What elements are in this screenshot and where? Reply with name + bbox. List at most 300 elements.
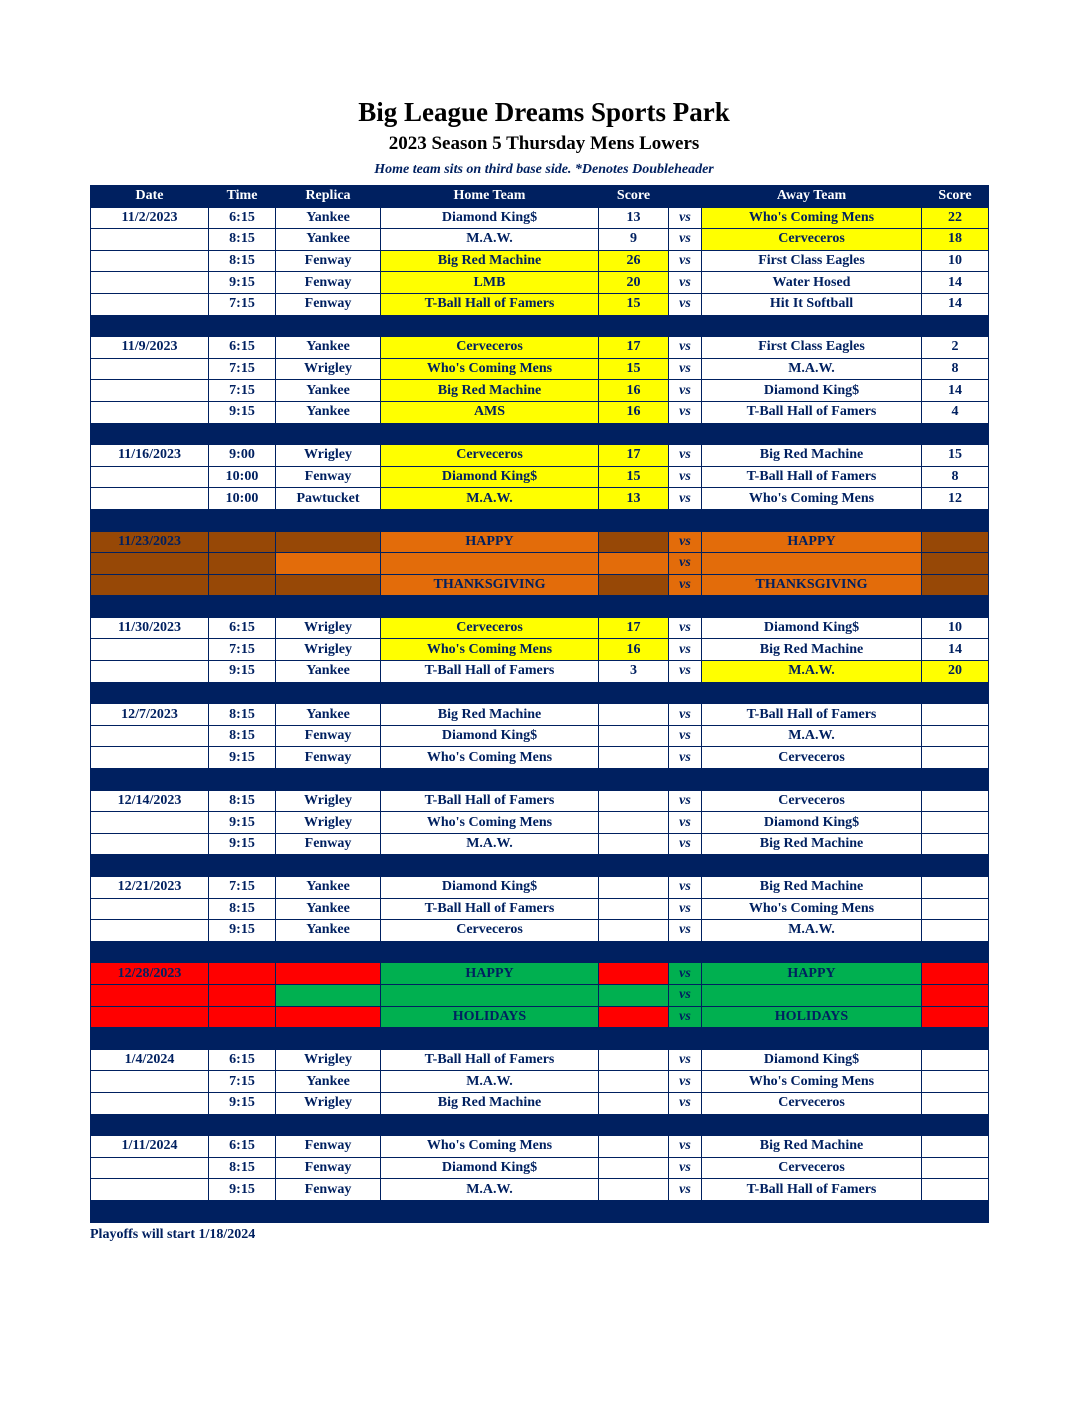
cell-date: 11/2/2023: [91, 207, 209, 229]
cell-time: 9:15: [209, 1092, 276, 1114]
cell-away-team: Big Red Machine: [702, 445, 922, 467]
schedule-table: [90, 185, 989, 1223]
cell-time: 9:15: [209, 920, 276, 942]
cell-time: 6:15: [209, 337, 276, 359]
cell-vs: vs: [669, 337, 702, 359]
cell-home-team: Who's Coming Mens: [381, 812, 599, 834]
cell-away-team: Who's Coming Mens: [702, 488, 922, 510]
cell-home-score: 26: [599, 250, 669, 272]
cell-home-score: 16: [599, 639, 669, 661]
separator-cell: [91, 315, 989, 337]
cell-vs: vs: [669, 984, 702, 1006]
cell-replica: Yankee: [276, 1071, 381, 1093]
cell-away-team: Cerveceros: [702, 229, 922, 251]
cell-vs: vs: [669, 250, 702, 272]
cell-away-score: 8: [922, 358, 989, 380]
cell-replica: Fenway: [276, 747, 381, 769]
cell-vs: vs: [669, 725, 702, 747]
page-subtitle: 2023 Season 5 Thursday Mens Lowers: [388, 133, 700, 154]
cell-home-team: Big Red Machine: [381, 1092, 599, 1114]
cell-home-team: M.A.W.: [381, 1071, 599, 1093]
cell-home-score: 17: [599, 337, 669, 359]
cell-away-team: Water Hosed: [702, 272, 922, 294]
cell-away-score: [922, 1049, 989, 1071]
column-header: Replica: [276, 186, 381, 208]
table-body: [91, 207, 989, 1222]
cell-vs: vs: [669, 898, 702, 920]
column-header: Time: [209, 186, 276, 208]
cell-home-score: [599, 1092, 669, 1114]
cell-vs: vs: [669, 207, 702, 229]
cell-time: 9:15: [209, 401, 276, 423]
cell-replica: [276, 553, 381, 575]
cell-date: 11/23/2023: [91, 531, 209, 553]
cell-vs: vs: [669, 445, 702, 467]
page-title: Big League Dreams Sports Park: [358, 97, 730, 127]
cell-vs: vs: [669, 466, 702, 488]
cell-away-score: [922, 1092, 989, 1114]
game-row: [91, 639, 989, 661]
cell-home-team: Big Red Machine: [381, 250, 599, 272]
cell-vs: vs: [669, 488, 702, 510]
cell-replica: Wrigley: [276, 445, 381, 467]
separator-row: [91, 769, 989, 791]
cell-replica: Fenway: [276, 833, 381, 855]
separator-cell: [91, 855, 989, 877]
game-row: [91, 380, 989, 402]
cell-vs: vs: [669, 1136, 702, 1158]
cell-away-score: 22: [922, 207, 989, 229]
cell-date: [91, 833, 209, 855]
cell-time: 8:15: [209, 725, 276, 747]
cell-vs: vs: [669, 877, 702, 899]
cell-date: [91, 1092, 209, 1114]
cell-replica: Wrigley: [276, 639, 381, 661]
cell-replica: Yankee: [276, 207, 381, 229]
cell-away-score: 4: [922, 401, 989, 423]
cell-home-team: [381, 553, 599, 575]
cell-away-score: 10: [922, 617, 989, 639]
cell-replica: Yankee: [276, 898, 381, 920]
cell-home-score: [599, 725, 669, 747]
cell-home-team: T-Ball Hall of Famers: [381, 293, 599, 315]
cell-away-score: [922, 747, 989, 769]
table-header: [91, 186, 989, 208]
cell-home-score: [599, 747, 669, 769]
cell-time: 7:15: [209, 639, 276, 661]
game-row: [91, 898, 989, 920]
holiday-row-holidays: [91, 1006, 989, 1028]
cell-home-score: 20: [599, 272, 669, 294]
separator-cell: [91, 941, 989, 963]
game-row: [91, 1136, 989, 1158]
cell-away-score: 12: [922, 488, 989, 510]
cell-time: [209, 553, 276, 575]
cell-time: 6:15: [209, 1049, 276, 1071]
game-row: [91, 207, 989, 229]
cell-vs: vs: [669, 747, 702, 769]
cell-home-score: 3: [599, 661, 669, 683]
cell-away-team: Diamond King$: [702, 1049, 922, 1071]
cell-vs: vs: [669, 833, 702, 855]
cell-time: [209, 574, 276, 596]
cell-away-score: [922, 553, 989, 575]
cell-away-score: [922, 963, 989, 985]
separator-cell: [91, 423, 989, 445]
cell-time: 6:15: [209, 1136, 276, 1158]
cell-replica: Wrigley: [276, 358, 381, 380]
game-row: [91, 250, 989, 272]
cell-away-score: [922, 877, 989, 899]
cell-replica: [276, 963, 381, 985]
game-row: [91, 229, 989, 251]
cell-replica: Fenway: [276, 725, 381, 747]
cell-time: 8:15: [209, 229, 276, 251]
cell-vs: vs: [669, 812, 702, 834]
cell-home-score: [599, 1157, 669, 1179]
separator-cell: [91, 1028, 989, 1050]
cell-time: 7:15: [209, 358, 276, 380]
separator-cell: [91, 682, 989, 704]
holiday-row-thanksgiving: [91, 574, 989, 596]
cell-date: [91, 1179, 209, 1201]
cell-away-team: [702, 984, 922, 1006]
cell-date: [91, 1071, 209, 1093]
cell-away-score: 15: [922, 445, 989, 467]
cell-away-score: [922, 984, 989, 1006]
cell-home-team: T-Ball Hall of Famers: [381, 1049, 599, 1071]
cell-date: 1/11/2024: [91, 1136, 209, 1158]
cell-date: 12/21/2023: [91, 877, 209, 899]
cell-away-score: [922, 704, 989, 726]
cell-vs: vs: [669, 574, 702, 596]
cell-date: [91, 250, 209, 272]
cell-date: 12/7/2023: [91, 704, 209, 726]
cell-date: [91, 725, 209, 747]
cell-away-team: Cerveceros: [702, 747, 922, 769]
cell-home-team: THANKSGIVING: [381, 574, 599, 596]
cell-replica: Yankee: [276, 337, 381, 359]
cell-home-score: [599, 898, 669, 920]
cell-away-team: Cerveceros: [702, 790, 922, 812]
separator-row: [91, 315, 989, 337]
cell-home-score: 15: [599, 358, 669, 380]
cell-vs: vs: [669, 661, 702, 683]
cell-away-score: [922, 725, 989, 747]
cell-date: [91, 272, 209, 294]
cell-away-team: M.A.W.: [702, 725, 922, 747]
cell-away-score: 10: [922, 250, 989, 272]
cell-home-team: Diamond King$: [381, 1157, 599, 1179]
game-row: [91, 617, 989, 639]
cell-replica: Wrigley: [276, 1049, 381, 1071]
cell-date: [91, 358, 209, 380]
holiday-row-thanksgiving: [91, 553, 989, 575]
cell-date: 1/4/2024: [91, 1049, 209, 1071]
game-row: [91, 272, 989, 294]
cell-away-team: Big Red Machine: [702, 877, 922, 899]
cell-away-team: M.A.W.: [702, 358, 922, 380]
cell-time: 10:00: [209, 488, 276, 510]
cell-away-team: T-Ball Hall of Famers: [702, 466, 922, 488]
game-row: [91, 337, 989, 359]
cell-date: [91, 661, 209, 683]
cell-away-score: [922, 898, 989, 920]
cell-away-score: [922, 574, 989, 596]
cell-away-score: 14: [922, 272, 989, 294]
cell-away-score: [922, 1071, 989, 1093]
cell-replica: Fenway: [276, 293, 381, 315]
cell-home-team: Cerveceros: [381, 920, 599, 942]
cell-home-team: Cerveceros: [381, 445, 599, 467]
separator-row: [91, 855, 989, 877]
separator-cell: [91, 1200, 989, 1222]
game-row: [91, 747, 989, 769]
separator-row: [91, 1028, 989, 1050]
cell-away-score: 2: [922, 337, 989, 359]
cell-away-team: HAPPY: [702, 963, 922, 985]
cell-away-score: 18: [922, 229, 989, 251]
cell-away-team: Diamond King$: [702, 380, 922, 402]
cell-replica: Wrigley: [276, 812, 381, 834]
cell-vs: vs: [669, 531, 702, 553]
game-row: [91, 293, 989, 315]
cell-date: 12/14/2023: [91, 790, 209, 812]
cell-away-team: Big Red Machine: [702, 1136, 922, 1158]
cell-home-score: 15: [599, 466, 669, 488]
cell-home-team: Who's Coming Mens: [381, 1136, 599, 1158]
cell-vs: vs: [669, 229, 702, 251]
cell-replica: Yankee: [276, 380, 381, 402]
cell-home-team: AMS: [381, 401, 599, 423]
cell-time: 8:15: [209, 704, 276, 726]
cell-time: 9:15: [209, 812, 276, 834]
cell-away-score: [922, 1179, 989, 1201]
cell-vs: vs: [669, 1092, 702, 1114]
cell-home-score: [599, 1136, 669, 1158]
cell-replica: [276, 1006, 381, 1028]
cell-date: 11/30/2023: [91, 617, 209, 639]
cell-vs: vs: [669, 1179, 702, 1201]
cell-away-team: Who's Coming Mens: [702, 1071, 922, 1093]
cell-home-team: [381, 984, 599, 1006]
game-row: [91, 445, 989, 467]
cell-away-team: HAPPY: [702, 531, 922, 553]
cell-replica: Fenway: [276, 272, 381, 294]
separator-row: [91, 941, 989, 963]
cell-home-score: [599, 812, 669, 834]
cell-home-score: [599, 1006, 669, 1028]
cell-home-team: HOLIDAYS: [381, 1006, 599, 1028]
cell-replica: Yankee: [276, 704, 381, 726]
cell-away-score: [922, 531, 989, 553]
game-row: [91, 1049, 989, 1071]
cell-away-score: 8: [922, 466, 989, 488]
page-note: Home team sits on third base side. *Denotes Doubleheader: [374, 162, 714, 177]
separator-row: [91, 682, 989, 704]
cell-date: 11/16/2023: [91, 445, 209, 467]
cell-date: [91, 574, 209, 596]
game-row: [91, 877, 989, 899]
cell-away-team: Cerveceros: [702, 1157, 922, 1179]
cell-date: 12/28/2023: [91, 963, 209, 985]
cell-away-team: THANKSGIVING: [702, 574, 922, 596]
cell-home-score: 15: [599, 293, 669, 315]
cell-date: [91, 984, 209, 1006]
game-row: [91, 1157, 989, 1179]
cell-away-team: Who's Coming Mens: [702, 898, 922, 920]
cell-time: 9:15: [209, 272, 276, 294]
cell-time: 10:00: [209, 466, 276, 488]
cell-home-score: [599, 790, 669, 812]
cell-date: [91, 920, 209, 942]
cell-time: [209, 1006, 276, 1028]
cell-home-score: 17: [599, 617, 669, 639]
cell-away-team: [702, 553, 922, 575]
cell-home-score: [599, 704, 669, 726]
cell-home-team: T-Ball Hall of Famers: [381, 898, 599, 920]
cell-vs: vs: [669, 1071, 702, 1093]
cell-time: 7:15: [209, 293, 276, 315]
cell-home-team: M.A.W.: [381, 1179, 599, 1201]
cell-time: 8:15: [209, 898, 276, 920]
cell-home-team: Cerveceros: [381, 617, 599, 639]
cell-vs: vs: [669, 704, 702, 726]
cell-date: [91, 293, 209, 315]
cell-away-score: [922, 790, 989, 812]
cell-away-team: Diamond King$: [702, 617, 922, 639]
cell-time: 7:15: [209, 877, 276, 899]
cell-vs: vs: [669, 1157, 702, 1179]
cell-away-score: 14: [922, 293, 989, 315]
cell-date: 11/9/2023: [91, 337, 209, 359]
cell-replica: [276, 984, 381, 1006]
cell-home-team: T-Ball Hall of Famers: [381, 661, 599, 683]
cell-home-score: [599, 963, 669, 985]
separator-cell: [91, 596, 989, 618]
cell-home-score: [599, 877, 669, 899]
game-row: [91, 466, 989, 488]
cell-date: [91, 229, 209, 251]
cell-home-score: 16: [599, 380, 669, 402]
game-row: [91, 358, 989, 380]
header-row: [91, 186, 989, 208]
cell-time: 9:15: [209, 747, 276, 769]
game-row: [91, 488, 989, 510]
cell-time: 8:15: [209, 250, 276, 272]
game-row: [91, 1071, 989, 1093]
separator-cell: [91, 769, 989, 791]
holiday-row-holidays: [91, 963, 989, 985]
cell-away-team: M.A.W.: [702, 661, 922, 683]
cell-time: 8:15: [209, 1157, 276, 1179]
cell-replica: Pawtucket: [276, 488, 381, 510]
cell-replica: Yankee: [276, 661, 381, 683]
cell-vs: vs: [669, 639, 702, 661]
cell-away-team: T-Ball Hall of Famers: [702, 704, 922, 726]
cell-away-team: Big Red Machine: [702, 639, 922, 661]
cell-date: [91, 466, 209, 488]
cell-home-score: [599, 1071, 669, 1093]
cell-home-score: 16: [599, 401, 669, 423]
cell-home-team: Diamond King$: [381, 466, 599, 488]
cell-replica: Wrigley: [276, 1092, 381, 1114]
cell-away-team: Hit It Softball: [702, 293, 922, 315]
cell-time: 6:15: [209, 617, 276, 639]
cell-time: 7:15: [209, 380, 276, 402]
cell-away-score: [922, 812, 989, 834]
cell-home-score: 13: [599, 488, 669, 510]
cell-vs: vs: [669, 380, 702, 402]
separator-row: [91, 1200, 989, 1222]
column-header: Home Team: [381, 186, 599, 208]
cell-time: 9:15: [209, 1179, 276, 1201]
cell-home-score: [599, 984, 669, 1006]
cell-time: 9:15: [209, 833, 276, 855]
cell-away-team: Cerveceros: [702, 1092, 922, 1114]
cell-time: 8:15: [209, 790, 276, 812]
cell-time: [209, 531, 276, 553]
separator-cell: [91, 509, 989, 531]
cell-away-score: 20: [922, 661, 989, 683]
cell-home-team: Diamond King$: [381, 207, 599, 229]
cell-replica: Yankee: [276, 229, 381, 251]
cell-home-team: HAPPY: [381, 531, 599, 553]
cell-away-score: 14: [922, 639, 989, 661]
cell-time: 7:15: [209, 1071, 276, 1093]
separator-cell: [91, 1114, 989, 1136]
column-header: Score: [922, 186, 989, 208]
cell-home-team: M.A.W.: [381, 833, 599, 855]
cell-time: 9:00: [209, 445, 276, 467]
cell-away-score: [922, 1136, 989, 1158]
cell-replica: Wrigley: [276, 617, 381, 639]
cell-vs: vs: [669, 920, 702, 942]
column-header: [669, 186, 702, 208]
game-row: [91, 401, 989, 423]
cell-away-team: T-Ball Hall of Famers: [702, 1179, 922, 1201]
cell-replica: Yankee: [276, 877, 381, 899]
game-row: [91, 1092, 989, 1114]
holiday-row-holidays: [91, 984, 989, 1006]
cell-replica: Wrigley: [276, 790, 381, 812]
cell-time: 6:15: [209, 207, 276, 229]
cell-vs: vs: [669, 1049, 702, 1071]
cell-away-team: Diamond King$: [702, 812, 922, 834]
game-row: [91, 661, 989, 683]
cell-date: [91, 1157, 209, 1179]
cell-vs: vs: [669, 1006, 702, 1028]
cell-home-team: Cerveceros: [381, 337, 599, 359]
cell-away-team: Big Red Machine: [702, 833, 922, 855]
cell-away-team: M.A.W.: [702, 920, 922, 942]
cell-date: [91, 898, 209, 920]
cell-away-team: Who's Coming Mens: [702, 207, 922, 229]
cell-away-team: First Class Eagles: [702, 337, 922, 359]
game-row: [91, 1179, 989, 1201]
cell-time: 9:15: [209, 661, 276, 683]
cell-replica: [276, 531, 381, 553]
cell-replica: Fenway: [276, 1157, 381, 1179]
cell-time: [209, 984, 276, 1006]
cell-replica: Yankee: [276, 920, 381, 942]
game-row: [91, 725, 989, 747]
cell-home-team: Who's Coming Mens: [381, 639, 599, 661]
cell-home-score: [599, 531, 669, 553]
cell-home-score: 9: [599, 229, 669, 251]
cell-home-score: [599, 553, 669, 575]
cell-home-score: [599, 574, 669, 596]
